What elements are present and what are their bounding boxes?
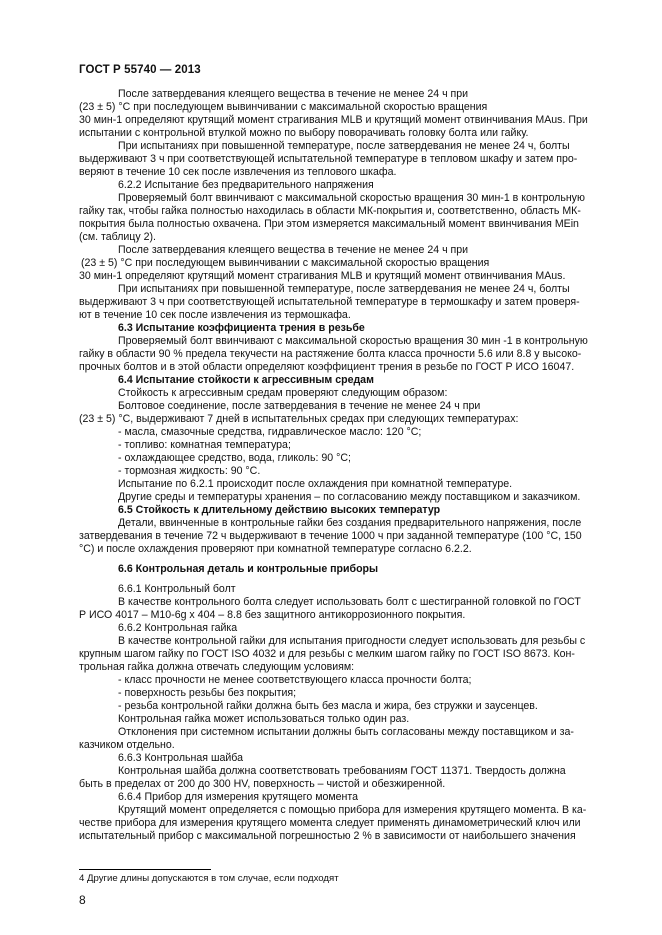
text-line: 6.6 Контрольная деталь и контрольные приборы [118, 563, 379, 575]
text-line: 6.6.4 Прибор для измерения крутящего момента [118, 791, 359, 803]
text-line: Крутящий момент определяется с помощью прибора для измерения крутящего момента. В ка- [118, 804, 587, 816]
text-line: выдерживают 3 ч при соответствующей испытательной температуре в тепловом шкафу и затем про- [79, 153, 578, 165]
text-line: выдерживают 3 ч при соответствующей испытательной температуре в термошкафу и затем проверя- [79, 296, 580, 308]
text-line: быть в пределах от 200 до 300 HV, поверхность – чистой и обезжиренной. [79, 778, 446, 790]
text-line: (23 ± 5) °C при последующем вывинчивании с максимальной скоростью вращения [81, 257, 490, 269]
text-line: 6.2.2 Испытание без предварительного напряжения [118, 179, 374, 191]
text-line: гайку в области 90 % предела текучести на растяжение болта класса прочности 5.6 или 8.8 у высоко- [79, 348, 582, 360]
text-line: Проверяемый болт ввинчивают с максимальной скоростью вращения 30 мин-1 в контрольную [118, 192, 585, 204]
text-line: - поверхность резьбы без покрытия; [118, 687, 297, 699]
footnote: 4 Другие длины допускаются в том случае, если подходят [79, 873, 339, 884]
text-line: (23 ± 5) °C при последующем вывинчивании с максимальной скоростью вращения [79, 101, 488, 113]
text-line: (23 ± 5) °C, выдерживают 7 дней в испытательных средах при следующих температурах: [79, 413, 519, 425]
text-line: гайку так, чтобы гайка полностью находилась в области МК-покрытия и, соответственно, область МК- [79, 205, 581, 217]
text-line: крупным шагом гайку по ГОСТ ISO 4032 и для резьбы с мелким шагом гайку по ГОСТ ISO 8673. Кон- [79, 648, 575, 660]
text-line: - топливо: комнатная температура; [118, 439, 291, 451]
text-line: 6.3 Испытание коэффициента трения в резьбе [118, 322, 365, 334]
text-line: Проверяемый болт ввинчивают с максимальной скоростью вращения 30 мин -1 в контрольную [118, 335, 588, 347]
page-number: 8 [79, 893, 86, 907]
text-line: казчиком отдельно. [79, 739, 175, 751]
text-line: В качестве контрольной гайки для испытания пригодности следует использовать для резьбы с [118, 635, 586, 647]
text-line: Р ИСО 4017 – M10-6g x 404 – 8.8 без защитного антикоррозионного покрытия. [79, 609, 466, 621]
text-line: Болтовое соединение, после затвердевания в течение не менее 24 ч при [118, 400, 481, 412]
text-line: честве прибора для измерения крутящего момента следует применять динамометрический ключ или [79, 817, 581, 829]
text-line: После затвердевания клеящего вещества в течение не менее 24 ч при [118, 88, 469, 100]
text-line: 6.4 Испытание стойкости к агрессивным средам [118, 374, 374, 386]
text-line: веряют в течение 10 сек после извлечения из теплового шкафа. [79, 166, 397, 178]
text-line: Детали, ввинченные в контрольные гайки без создания предварительного напряжения, после [118, 517, 582, 529]
text-line: испытании с контрольной втулкой можно по выбору поворачивать головку болта или гайку. [79, 127, 529, 139]
text-line: испытательный прибор с максимальной погрешностью 2 % в зависимости от наибольшего значения [79, 830, 576, 842]
text-line: - резьба контрольной гайки должна быть без масла и жира, без стружки и заусенцев. [118, 700, 538, 712]
text-line: (см. таблицу 2). [79, 231, 156, 243]
text-line: 30 мин-1 определяют крутящий момент страгивания MLB и крутящий момент отвинчивания MAus. При [79, 114, 588, 126]
text-line: трольная гайка должна отвечать следующим условиям: [79, 661, 355, 673]
text-line: - масла, смазочные средства, гидравлическое масло: 120 °C; [118, 426, 422, 438]
text-line: В качестве контрольного болта следует использовать болт с шестигранной головкой по ГОСТ [118, 596, 581, 608]
text-line: - охлаждающее средство, вода, гликоль: 90 °C; [118, 452, 351, 464]
document-header: ГОСТ Р 55740 — 2013 [79, 64, 201, 76]
text-line: - класс прочности не менее соответствующего класса прочности болта; [118, 674, 472, 686]
text-line: Стойкость к агрессивным средам проверяют следующим образом: [118, 387, 448, 399]
text-line: Отклонения при системном испытании должны быть согласованы между поставщиком и за- [118, 726, 574, 738]
text-line: Контрольная шайба должна соответствовать требованиям ГОСТ 11371. Твердость должна [118, 765, 566, 777]
text-line: Контрольная гайка может использоваться только один раз. [118, 713, 410, 725]
text-line: 6.5 Стойкость к длительному действию высоких температур [118, 504, 441, 516]
text-line: 6.6.1 Контрольный болт [118, 583, 236, 595]
text-line: Другие среды и температуры хранения – по согласованию между поставщиком и заказчиком. [118, 491, 581, 503]
text-line: При испытаниях при повышенной температуре, после затвердевания не менее 24 ч, болты [118, 283, 570, 295]
text-line: 6.6.3 Контрольная шайба [118, 752, 243, 764]
text-line: прочных болтов и в этой области определяют коэффициент трения в резьбе по ГОСТ Р ИСО 16047. [79, 361, 575, 373]
text-line: При испытаниях при повышенной температуре, после затвердевания не менее 24 ч, болты [118, 140, 570, 152]
text-line: ют в течение 10 сек после извлечения из термошкафа. [79, 309, 351, 321]
text-line: покрытия была полностью охвачена. При этом измеряется максимальный момент ввинчивания MEin [79, 218, 579, 230]
text-line: После затвердевания клеящего вещества в течение не менее 24 ч при [118, 244, 469, 256]
footnote-divider [79, 869, 211, 870]
text-line: 6.6.2 Контрольная гайка [118, 622, 238, 634]
text-line: 30 мин-1 определяют крутящий момент страгивания MLB и крутящий момент отвинчивания MAus. [79, 270, 566, 282]
text-line: °C) и после охлаждения проверяют при комнатной температуре согласно 6.2.2. [79, 543, 472, 555]
text-line: - тормозная жидкость: 90 °C. [118, 465, 261, 477]
text-line: Испытание по 6.2.1 происходит после охлаждения при комнатной температуре. [118, 478, 513, 490]
text-line: затвердевания в течение 72 ч выдерживают в течение 1000 ч при заданной температуре (100 °C, 150 [79, 530, 582, 542]
